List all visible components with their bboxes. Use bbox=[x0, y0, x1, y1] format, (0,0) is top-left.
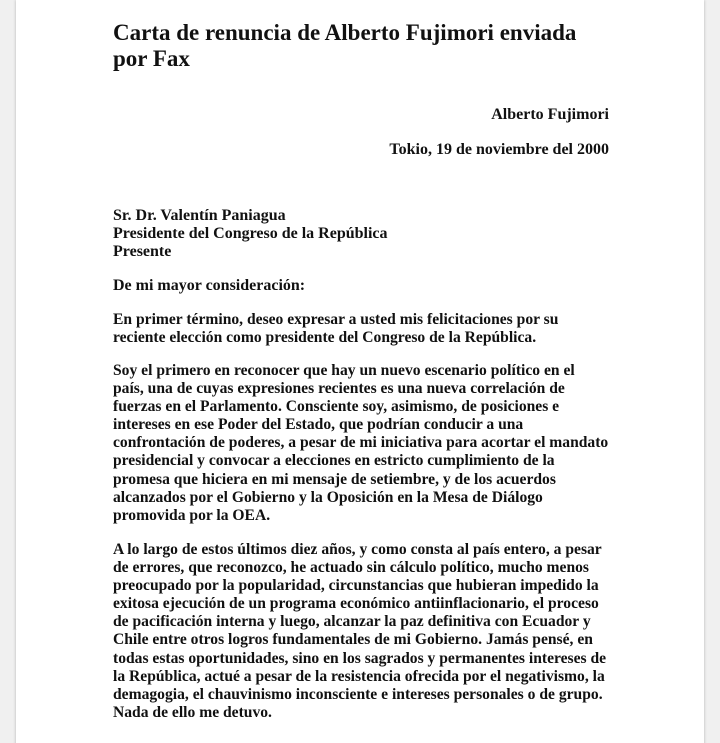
paragraph-2: Soy el primero en reconocer que hay un nuevo escenario político en el país, una de cuyas expresiones recientes es una nueva correlación de fuerzas en el Parlamento. Consciente soy, asimismo, de posiciones e intereses en ese Poder del Estado, que podrían conducir a una confrontación de poderes, a pesar de mi iniciativa para acortar el mandato presidencial y convocar a elecciones en estricto cumplimiento de la promesa que hiciera en mi mensaje de setiembre, y de los acuerdos alcanzados por el Gobierno y la Oposición en la Mesa de Diálogo promovida por la OEA. bbox=[113, 362, 609, 524]
letter-author: Alberto Fujimori bbox=[491, 106, 609, 123]
addressee-position: Presidente del Congreso de la República bbox=[113, 225, 388, 242]
addressee-presente: Presente bbox=[113, 243, 172, 260]
document-title: Carta de renuncia de Alberto Fujimori enviada por Fax bbox=[113, 20, 577, 71]
addressee-name: Sr. Dr. Valentín Paniagua bbox=[113, 207, 286, 224]
document-page bbox=[16, 0, 704, 743]
letter-date: Tokio, 19 de noviembre del 2000 bbox=[389, 141, 609, 158]
letter-addressee bbox=[113, 207, 388, 261]
paragraph-1: En primer término, deseo expresar a usted mis felicitaciones por su reciente elección como presidente del Congreso de la República. bbox=[113, 311, 559, 347]
letter-salutation: De mi mayor consideración: bbox=[113, 277, 306, 294]
paragraph-3: A lo largo de estos últimos diez años, y como consta al país entero, a pesar de errores, que reconozco, he actuado sin cálculo político, mucho menos preocupado por la popularidad, circunstancias que hubieran impedido la exitosa ejecución de un programa económico antiinflacionario, el proceso de pacificación interna y luego, alcanzar la paz definitiva con Ecuador y Chile entre otros logros fundamentales de mi Gobierno. Jamás pensé, en todas estas oportunidades, sino en los sagrados y permanentes intereses de la República, actué a pesar de la resistencia ofrecida por el negativismo, la demagogia, el chauvinismo inconsciente e intereses personales o de grupo. Nada de ello me detuvo. bbox=[113, 541, 607, 721]
